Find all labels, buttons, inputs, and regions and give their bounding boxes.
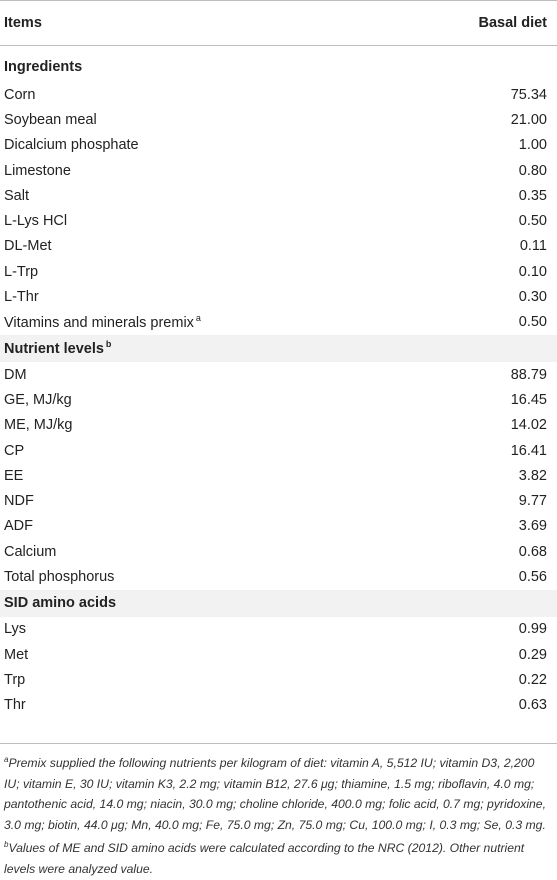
row-item-label: Trp xyxy=(4,671,26,688)
row-item-cell xyxy=(0,259,400,284)
row-item-label: Calcium xyxy=(4,543,57,560)
section-title-text: Ingredients xyxy=(4,59,83,75)
row-item-cell xyxy=(0,158,400,183)
header-items: Items xyxy=(0,1,400,46)
row-item-cell xyxy=(0,362,400,387)
row-value-cell: 0.99 xyxy=(518,621,547,638)
row-item-label: DM xyxy=(4,366,27,383)
table-row xyxy=(0,259,557,284)
table-row xyxy=(0,133,557,158)
table-row xyxy=(0,488,557,513)
row-item-cell xyxy=(0,107,400,132)
table-row xyxy=(0,642,557,667)
table-body xyxy=(0,1,557,718)
row-item-label: L-Lys HCl xyxy=(4,213,68,230)
row-value-cell: 16.41 xyxy=(400,438,557,463)
row-value-cell: 0.29 xyxy=(400,642,557,667)
row-item-cell xyxy=(0,284,400,309)
section-title-text: SID amino acids xyxy=(4,595,117,612)
row-item-label: DL-Met xyxy=(4,238,52,255)
row-item-label: ME, MJ/kg xyxy=(4,417,73,434)
row-item-cell xyxy=(0,387,400,412)
section-header-row xyxy=(0,590,557,617)
row-item-label: Lys xyxy=(4,621,27,638)
table-row xyxy=(0,387,557,412)
row-value-cell: 0.10 xyxy=(518,263,547,280)
row-item-label: L-Thr xyxy=(4,289,39,306)
row-value-cell: 0.56 xyxy=(518,568,547,585)
row-value-cell: 0.50 xyxy=(518,213,547,230)
table-row xyxy=(0,284,557,309)
table-row xyxy=(0,362,557,387)
row-item-label: Vitamins and minerals premix xyxy=(4,315,194,332)
row-value-cell: 3.82 xyxy=(518,467,547,484)
row-item-label: ADF xyxy=(4,518,33,535)
row-item-label: Dicalcium phosphate xyxy=(4,137,139,154)
row-item-cell xyxy=(0,183,400,208)
table-row xyxy=(0,107,557,132)
table-footnote xyxy=(0,743,557,880)
row-item-cell xyxy=(0,208,400,233)
row-item-cell xyxy=(0,514,400,539)
row-item-cell xyxy=(0,693,400,718)
row-value-cell: 88.79 xyxy=(510,366,547,383)
row-item-cell xyxy=(0,234,400,259)
section-title-footnote-mark: b xyxy=(105,339,112,350)
row-item-cell xyxy=(0,310,400,335)
row-item-label: Corn xyxy=(4,86,36,103)
table-row xyxy=(0,693,557,718)
row-item-label: EE xyxy=(4,467,24,484)
section-title xyxy=(0,335,557,362)
row-item-label: Limestone xyxy=(4,162,71,179)
row-value-cell: 0.68 xyxy=(400,539,557,564)
table-row xyxy=(0,539,557,564)
section-title xyxy=(0,46,557,83)
row-item-cell xyxy=(0,438,400,463)
row-value-cell: 75.34 xyxy=(400,82,557,107)
row-item-label: Total phosphorus xyxy=(4,568,115,585)
row-value-cell: 3.69 xyxy=(518,518,547,535)
row-value-cell: 0.35 xyxy=(400,183,557,208)
section-header-row xyxy=(0,335,557,362)
row-value-cell: 1.00 xyxy=(400,133,557,158)
row-item-cell xyxy=(0,463,400,488)
table-row xyxy=(0,234,557,259)
row-item-label: Soybean meal xyxy=(4,111,97,128)
row-value-cell: 0.50 xyxy=(518,314,547,331)
row-footnote-mark: a xyxy=(195,313,201,324)
row-item-cell xyxy=(0,642,400,667)
row-value-cell: 21.00 xyxy=(510,111,547,128)
row-value-cell: 0.30 xyxy=(400,284,557,309)
row-item-cell xyxy=(0,667,400,692)
row-value-cell: 14.02 xyxy=(510,417,547,434)
table-row xyxy=(0,208,557,233)
table-row xyxy=(0,463,557,488)
header-basal-diet: Basal diet xyxy=(400,1,557,46)
table-row xyxy=(0,82,557,107)
footnote-b-text: Values of ME and SID amino acids were calculated according to the NRC (2012). Other nutrient levels were analyzed value. xyxy=(4,841,525,876)
table-row xyxy=(0,158,557,183)
row-value-cell: 9.77 xyxy=(400,488,557,513)
table-row xyxy=(0,564,557,589)
table-header-row xyxy=(0,1,557,46)
section-title-text: Nutrient levels xyxy=(4,341,104,358)
row-item-cell xyxy=(0,564,400,589)
row-item-cell xyxy=(0,82,400,107)
row-value-cell: 0.22 xyxy=(518,671,547,688)
row-value-cell: 0.63 xyxy=(400,693,557,718)
row-item-cell xyxy=(0,133,400,158)
table-row xyxy=(0,183,557,208)
row-item-label: L-Trp xyxy=(4,263,39,280)
row-item-cell xyxy=(0,539,400,564)
footnote-a-mark: a xyxy=(4,755,9,764)
row-item-label: GE, MJ/kg xyxy=(4,391,72,408)
row-value-cell: 0.80 xyxy=(518,162,547,179)
row-item-label: CP xyxy=(4,442,25,459)
table-row xyxy=(0,514,557,539)
table-row xyxy=(0,617,557,642)
row-item-cell xyxy=(0,413,400,438)
table-row xyxy=(0,667,557,692)
row-item-label: Thr xyxy=(4,697,26,714)
row-value-cell: 0.11 xyxy=(400,234,557,259)
row-item-label: Met xyxy=(4,646,29,663)
section-title xyxy=(0,590,557,617)
row-item-label: NDF xyxy=(4,493,34,510)
table-row xyxy=(0,413,557,438)
row-item-label: Salt xyxy=(4,187,29,204)
row-item-cell xyxy=(0,488,400,513)
footnote-b-mark: b xyxy=(4,840,9,850)
footnote-a-text: Premix supplied the following nutrients per kilogram of diet: vitamin A, 5,512 IU; vitamin D3, 2,200 IU; vitamin E, 30 IU; vitamin K3, 2.2 mg; vitamin B12, 27.6 μg; thiamine, 1.5 mg; riboflavin, 4.0 mg; pantothenic acid, 14.0 mg; niacin, 30.0 mg; choline chloride, 400.0 mg; folic acid, 0.7 mg; pyridoxine, 3.0 mg; biotin, 44.0 μg; Mn, 40.0 mg; Fe, 75.0 mg; Zn, 75.0 mg; Cu, 100.0 mg; I, 0.3 mg; Se, 0.3 mg. xyxy=(4,756,546,832)
section-header-row xyxy=(0,46,557,83)
table-row xyxy=(0,438,557,463)
table-row xyxy=(0,310,557,335)
row-item-cell xyxy=(0,617,400,642)
row-value-cell: 16.45 xyxy=(400,387,557,412)
